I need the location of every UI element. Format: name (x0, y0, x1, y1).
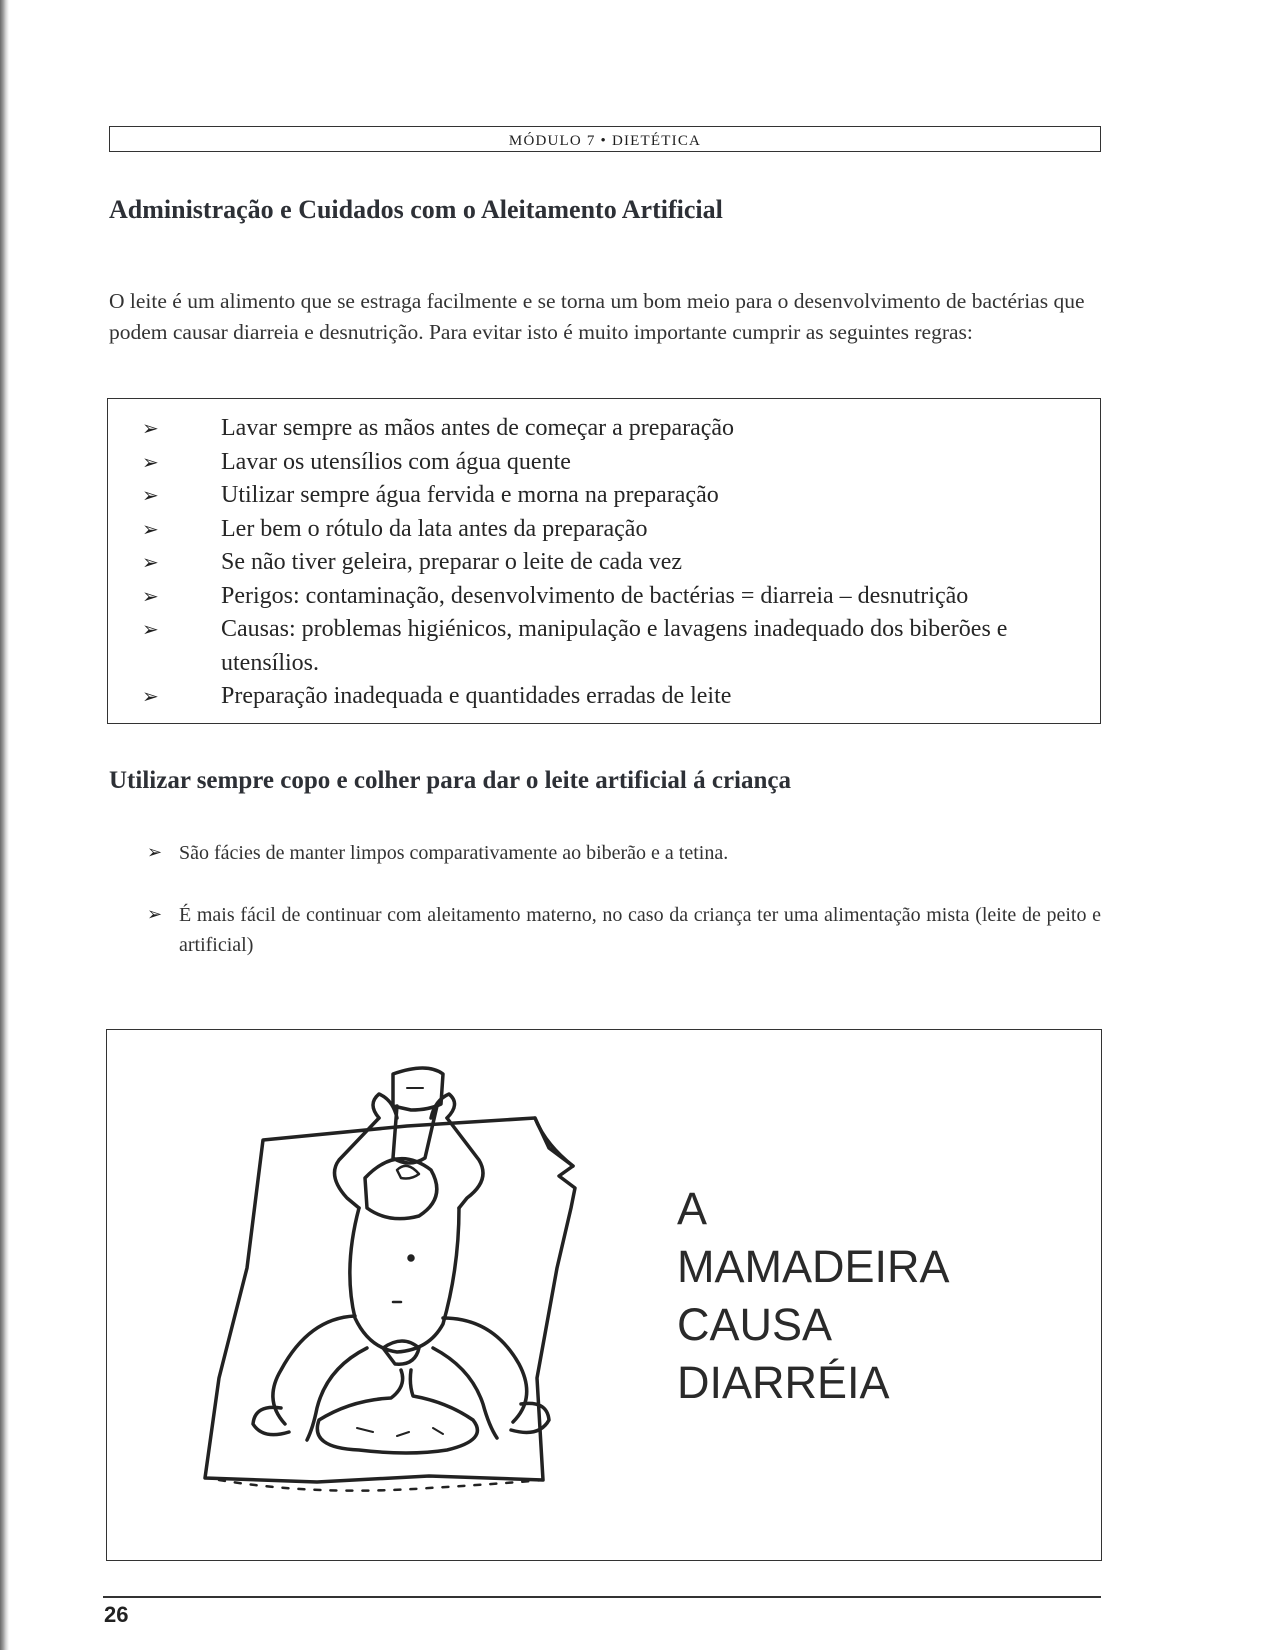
list-item (108, 613, 1100, 680)
list-item (108, 513, 1100, 547)
caption-line: DIARRÉIA (677, 1357, 890, 1408)
rule-text: Lavar os utensílios com água quente (221, 448, 571, 475)
list-item (147, 900, 1101, 960)
list-item (108, 546, 1100, 580)
arrow-bullet-icon: ➢ (142, 449, 159, 474)
module-header (109, 126, 1101, 152)
list-item (108, 680, 1100, 714)
list-item (108, 479, 1100, 513)
intro-paragraph: O leite é um alimento que se estraga facilmente e se torna um bom meio para o desenvolvimento de bactérias que podem causar diarreia e desnutrição. Para evitar isto é muito importante cumprir as seguintes regras: (109, 289, 1085, 344)
scan-edge (0, 0, 9, 1650)
section-title-artificial-feeding: Administração e Cuidados com o Aleitamento Artificial (109, 195, 723, 224)
baby-with-bottle-drawing-icon (197, 1048, 617, 1508)
arrow-bullet-icon: ➢ (142, 550, 159, 574)
list-item (147, 838, 1101, 868)
caption-line: MAMADEIRA (677, 1241, 950, 1292)
rule-text: Se não tiver geleira, preparar o leite de cada vez (221, 549, 683, 575)
cup-item-text: São fácies de manter limpos comparativamente ao biberão e a tetina. (179, 842, 729, 864)
list-item (108, 580, 1100, 614)
caption-line: CAUSA (677, 1299, 833, 1350)
cup-item-text: É mais fácil de continuar com aleitamento materno, no caso da criança ter uma alimentação mista (leite de peito e artificial) (179, 904, 1101, 956)
rule-text: Preparação inadequada e quantidades erradas de leite (221, 683, 732, 709)
arrow-bullet-icon: ➢ (147, 842, 163, 863)
footer-rule (103, 1596, 1101, 1598)
rule-text: Perigos: contaminação, desenvolvimento de bactérias = diarreia – desnutrição (221, 582, 969, 609)
rule-text: Causas: problemas higiénicos, manipulação e lavagens inadequado dos biberões e utensílios. (221, 616, 1008, 676)
arrow-bullet-icon: ➢ (147, 904, 163, 925)
figure-box (106, 1029, 1102, 1561)
rule-text: Ler bem o rótulo da lata antes da preparação (221, 515, 648, 542)
arrow-bullet-icon: ➢ (142, 684, 159, 708)
rules-box (107, 398, 1101, 724)
section-title-cup-and-spoon: Utilizar sempre copo e colher para dar o leite artificial á criança (109, 767, 792, 794)
page-number: 26 (104, 1602, 129, 1627)
caption-line: A (677, 1183, 708, 1234)
arrow-bullet-icon: ➢ (142, 416, 159, 440)
arrow-bullet-icon: ➢ (142, 617, 159, 641)
rules-list (108, 412, 1100, 714)
rule-text: Utilizar sempre água fervida e morna na preparação (221, 482, 719, 508)
arrow-bullet-icon: ➢ (142, 483, 159, 507)
rule-text: Lavar sempre as mãos antes de começar a preparação (221, 415, 735, 441)
list-item (108, 412, 1100, 446)
list-item (108, 446, 1100, 480)
arrow-bullet-icon: ➢ (142, 516, 159, 541)
module-label: MÓDULO 7 • DIETÉTICA (508, 133, 702, 149)
figure-caption (677, 1180, 950, 1412)
arrow-bullet-icon: ➢ (142, 583, 159, 608)
